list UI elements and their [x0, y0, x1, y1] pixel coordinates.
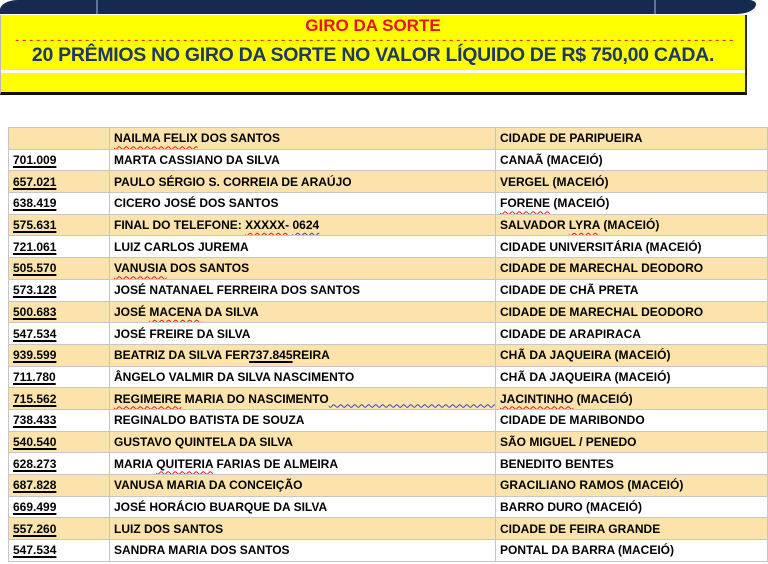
winner-number: 628.273 [13, 456, 57, 471]
text-fragment: MARTA CASSIANO DA SILVA [114, 153, 280, 168]
text-fragment: 737.845 [249, 348, 293, 363]
text-fragment: BENEDITO BENTES [500, 456, 614, 471]
text-fragment: JOSÉ HORÁCIO BUARQUE DA SILVA [114, 500, 328, 515]
text-fragment: FINAL DO TELEFONE: [114, 218, 246, 233]
text-fragment: SANDRA MARIA DOS SANTOS [114, 543, 290, 558]
text-fragment: 0624 [292, 218, 320, 233]
winner-name-cell [110, 518, 496, 540]
table-row [9, 193, 768, 215]
text-fragment: (MACEIÓ) [600, 218, 660, 233]
text-fragment: VANUSA MARIA DA CONCEIÇÃO [114, 478, 303, 493]
winner-number-cell [9, 279, 110, 301]
winner-number: 547.534 [13, 326, 57, 341]
text-fragment: BEATRIZ DA SILVA FER [114, 348, 250, 363]
table-row [9, 344, 768, 366]
winner-name-cell [110, 214, 496, 236]
winner-city-cell [496, 301, 768, 323]
winner-name-cell [110, 496, 496, 518]
winner-number: 573.128 [13, 283, 57, 298]
text-fragment: QUITERIA [156, 456, 214, 471]
text-fragment: CIDADE UNIVERSITÁRIA (MACEIÓ) [500, 239, 702, 254]
text-fragment: DA SILVA [201, 304, 259, 319]
winner-number-cell [9, 171, 110, 193]
winner-number: 500.683 [13, 304, 57, 319]
winner-number: 687.828 [13, 478, 57, 493]
winners-table-container [8, 127, 768, 561]
winner-name-cell [110, 258, 496, 280]
winner-number-cell [9, 475, 110, 497]
text-fragment: CIDADE DE MARIBONDO [500, 413, 645, 428]
winner-number-cell [9, 301, 110, 323]
winner-number: 557.260 [13, 521, 57, 536]
text-fragment: REGIMEIRE [114, 391, 182, 406]
winner-city-cell [496, 409, 768, 431]
winner-name-cell [110, 323, 496, 345]
text-fragment: XXXXX- [245, 218, 290, 233]
table-row [9, 301, 768, 323]
text-fragment: VERGEL (MACEIÓ) [500, 174, 609, 189]
text-fragment: CHÃ DA JAQUEIRA (MACEIÓ) [500, 369, 671, 384]
text-fragment: CIDADE DE MARECHAL DEODORO [500, 261, 704, 276]
winner-number-cell [9, 214, 110, 236]
winner-city-cell [496, 453, 768, 475]
text-fragment: CIDADE DE ARAPIRACA [500, 326, 641, 341]
winner-city-cell [496, 128, 768, 150]
winner-number-cell [9, 236, 110, 258]
text-fragment: SÃO MIGUEL / PENEDO [500, 434, 637, 449]
text-fragment: (MACEIÓ) [573, 391, 633, 406]
text-fragment: VANUSIA [114, 261, 167, 276]
page-title: GIRO DA SORTE [305, 16, 441, 35]
text-fragment: LYRA [568, 218, 601, 233]
text-fragment: MARIA DO NASCIMENTO [181, 391, 329, 406]
text-fragment: DOS SANTOS [197, 131, 281, 146]
winner-city-cell [496, 279, 768, 301]
winners-table-body [9, 128, 768, 562]
winner-name-cell [110, 475, 496, 497]
text-fragment: NAILMA FELIX [114, 131, 198, 146]
winner-name-cell [110, 236, 496, 258]
text-fragment: MARIA [114, 456, 157, 471]
winner-number-cell [9, 128, 110, 150]
table-row [9, 128, 768, 150]
winner-number-cell [9, 193, 110, 215]
table-row [9, 279, 768, 301]
table-row [9, 431, 768, 453]
table-row [9, 236, 768, 258]
header-empty-strip [1, 73, 745, 92]
text-fragment: CIDADE DE MARECHAL DEODORO [500, 304, 704, 319]
text-fragment: LUIZ DOS SANTOS [114, 521, 224, 536]
winner-name-cell [110, 453, 496, 475]
winner-name-cell [110, 344, 496, 366]
winner-number: 715.562 [13, 391, 57, 406]
text-fragment: CANAÃ (MACEIÓ) [500, 153, 603, 168]
table-row [9, 409, 768, 431]
text-fragment: MACENA [149, 304, 202, 319]
winner-name-cell [110, 431, 496, 453]
text-fragment: LUIZ CARLOS JUREMA [114, 239, 249, 254]
table-row [9, 496, 768, 518]
text-fragment: GRACILIANO RAMOS (MACEIÓ) [500, 478, 684, 493]
winner-number-cell [9, 431, 110, 453]
winner-name-cell [110, 409, 496, 431]
winner-city-cell [496, 236, 768, 258]
table-row [9, 149, 768, 171]
table-row [9, 258, 768, 280]
winner-number: 711.780 [13, 369, 56, 384]
winner-city-cell [496, 214, 768, 236]
winner-city-cell [496, 366, 768, 388]
winner-number-cell [9, 388, 110, 410]
text-fragment: PONTAL DA BARRA (MACEIÓ) [500, 543, 674, 558]
winner-number: 505.570 [13, 261, 57, 276]
winner-city-cell [496, 518, 768, 540]
winner-city-cell [496, 344, 768, 366]
text-fragment: CIDADE DE FEIRA GRANDE [500, 521, 661, 536]
winners-table [8, 127, 768, 562]
title-bar [0, 0, 756, 14]
winner-number: 547.534 [13, 543, 57, 558]
text-fragment: CIDADE DE PARIPUEIRA [500, 131, 643, 146]
winner-number-cell [9, 149, 110, 171]
winner-name-cell [110, 193, 496, 215]
winner-number-cell [9, 258, 110, 280]
winner-city-cell [496, 171, 768, 193]
table-row [9, 171, 768, 193]
winner-number-cell [9, 540, 110, 562]
table-row [9, 323, 768, 345]
winner-number-cell [9, 518, 110, 540]
grammar-squiggle [329, 392, 496, 406]
announcement-header [0, 15, 747, 95]
winner-name-cell [110, 128, 496, 150]
winner-name-cell [110, 366, 496, 388]
winner-number: 721.061 [13, 239, 57, 254]
table-row [9, 518, 768, 540]
winner-number: 540.540 [13, 434, 57, 449]
winner-city-cell [496, 540, 768, 562]
table-row [9, 540, 768, 562]
text-fragment: REGINALDO BATISTA DE SOUZA [114, 413, 305, 428]
text-fragment: CIDADE DE CHÃ PRETA [500, 283, 639, 298]
winner-number-cell [9, 323, 110, 345]
table-row [9, 214, 768, 236]
table-row [9, 475, 768, 497]
winner-name-cell [110, 149, 496, 171]
text-fragment: JOSÉ FREIRE DA SILVA [114, 326, 251, 341]
table-row [9, 366, 768, 388]
text-fragment: CICERO JOSÉ DOS SANTOS [114, 196, 279, 211]
winner-number: 701.009 [13, 153, 57, 168]
text-fragment: CHÃ DA JAQUEIRA (MACEIÓ) [500, 348, 671, 363]
text-fragment: JOSÉ NATANAEL FERREIRA DOS SANTOS [114, 283, 361, 298]
winner-city-cell [496, 258, 768, 280]
text-fragment: JACINTINHO [500, 391, 574, 406]
winner-number: 738.433 [13, 413, 57, 428]
winner-number: 575.631 [13, 218, 57, 233]
winner-name-cell [110, 171, 496, 193]
winner-name-cell [110, 279, 496, 301]
winner-name-cell [110, 301, 496, 323]
text-fragment: BARRO DURO (MACEIÓ) [500, 500, 642, 515]
winner-city-cell [496, 475, 768, 497]
title-bar-divider [96, 0, 98, 14]
winner-city-cell [496, 323, 768, 345]
text-fragment: (MACEIÓ) [550, 196, 610, 211]
table-row [9, 388, 768, 410]
winner-number: 669.499 [13, 500, 57, 515]
winner-number-cell [9, 366, 110, 388]
text-fragment: GUSTAVO QUINTELA DA SILVA [114, 434, 293, 449]
winner-number-cell [9, 409, 110, 431]
winner-number-cell [9, 344, 110, 366]
text-fragment: SALVADOR [500, 218, 569, 233]
text-fragment: ÂNGELO VALMIR DA SILVA NASCIMENTO [114, 369, 355, 384]
text-fragment: JOSÉ [114, 304, 150, 319]
winner-city-cell [496, 431, 768, 453]
table-row [9, 453, 768, 475]
text-fragment: DOS SANTOS [166, 261, 250, 276]
winner-city-cell [496, 193, 768, 215]
spellcheck-squiggle [12, 34, 734, 41]
text-fragment: PAULO SÉRGIO S. CORREIA DE ARAÚJO [114, 174, 352, 189]
text-fragment: REIRA [292, 348, 330, 363]
winner-number: 657.021 [13, 174, 57, 189]
winner-city-cell [496, 388, 768, 410]
winner-name-cell [110, 540, 496, 562]
text-fragment: FORENE [500, 196, 551, 211]
winner-city-cell [496, 496, 768, 518]
winner-name-cell [110, 388, 496, 410]
winner-number-cell [9, 453, 110, 475]
winner-number-cell [9, 496, 110, 518]
winner-number: 638.419 [13, 196, 57, 211]
page-subtitle: 20 PRÊMIOS NO GIRO DA SORTE NO VALOR LÍQUIDO DE R$ 750,00 CADA. [31, 44, 715, 66]
winner-city-cell [496, 149, 768, 171]
winner-number: 939.599 [13, 348, 57, 363]
text-fragment: FARIAS DE ALMEIRA [213, 456, 339, 471]
title-bar-divider [654, 0, 656, 14]
